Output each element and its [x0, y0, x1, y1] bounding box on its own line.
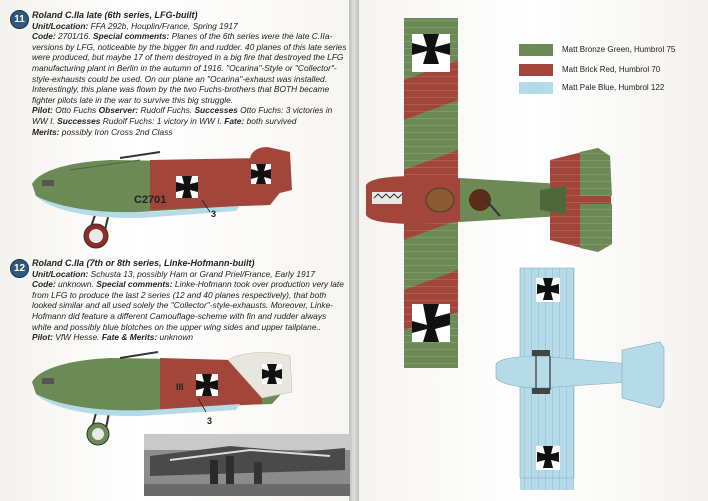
fate-merits-value: unknown — [157, 332, 194, 343]
special-comments-line: from LFG to produce the last 2 series (12 and 40 planes respectively), that both — [32, 289, 327, 300]
special-comments-line: versions by LFG, noticeable by the bigger fin and rudder. 40 planes of this late series — [32, 41, 347, 52]
code-value: unknown. — [55, 279, 97, 290]
code-label: Code: — [32, 31, 56, 42]
profile-11-side-view — [32, 147, 292, 248]
successes-value: Rudolf Fuchs: 1 victory in WW I. — [100, 115, 225, 126]
code-value: 2701/16. — [55, 31, 93, 42]
fate-label: Fate: — [224, 115, 245, 126]
profile-12-callout: 3 — [207, 416, 213, 426]
special-comments-line: white and possibly blue blotches on the upper wing sides and upper tailplane.. — [32, 321, 322, 332]
profile-11-title: Roland C.IIa late (6th series, LFG-built) — [32, 10, 198, 20]
fate-value: both survived — [244, 115, 297, 126]
legend-item — [519, 82, 699, 96]
unit-label: Unit/Location: — [32, 20, 89, 31]
special-comments-line: fighter pilots late in the war to survive this big struggle. — [32, 94, 234, 105]
legend-item — [519, 44, 699, 58]
unit-label: Unit/Location: — [32, 268, 89, 279]
special-comments-line: were produced, but maybe 17 of them destroyed in a big fire that destroyed the LFG — [32, 52, 344, 63]
merits-label: Merits: — [32, 126, 60, 137]
observer-value: Rudolf Fuchs. — [138, 105, 195, 116]
pilot-value: Otto Fuchs — [52, 105, 99, 116]
special-comments-line: Hofmann did feature a different Camouflage-scheme with fin and rudder always — [32, 310, 327, 321]
profile-12-side-view — [32, 352, 292, 445]
special-comments-line: style-exhausts could be used. On our plane an "Ocarina"-exhaust was installed. — [32, 73, 328, 84]
legend-label: Matt Brick Red, Humbrol 70 — [562, 65, 661, 74]
successes-value: Otto Fuchs: 3 victories in — [237, 105, 333, 116]
profile-12-fuselage-code: III — [176, 382, 184, 392]
merits-value: possibly Iron Cross 2nd Class — [59, 126, 173, 137]
profile-11-callout: 3 — [211, 209, 217, 219]
pilot-value: VfW Hesse. — [52, 332, 102, 343]
successes-continued: WW I. — [32, 115, 58, 126]
special-comments-line: looked similar and all used solely the "Collector"-style-exhausts. Moreover, Linke- — [32, 300, 334, 311]
profile-12-title: Roland C.IIa (7th or 8th series, Linke-Hofmann-built) — [32, 258, 255, 268]
legend-swatch — [519, 64, 553, 76]
unit-value: Schusta 13, possibly Ham or Grand Priel/France, Early 1917 — [88, 268, 315, 279]
fate-merits-label: Fate & Merits: — [101, 332, 158, 343]
special-comments-line: Planes of the 6th series were the late C.IIa- — [169, 31, 333, 42]
profile-12-number-badge: 12 — [10, 259, 29, 278]
special-comments-line: Interestingly, this plane was flown by the two Fuchs-brothers that BOTH became — [32, 84, 330, 95]
profile-12-description — [32, 258, 348, 343]
profile-11-number-badge: 11 — [10, 10, 29, 29]
code-label: Code: — [32, 279, 56, 290]
pilot-label: Pilot: — [32, 105, 53, 116]
successes-label: Successes — [194, 105, 238, 116]
special-comments-line: manufacturing plant in Berlin in the autumn of 1916. "Ocarina"-Style or "Collector"- — [32, 62, 337, 73]
machine-gun-icon — [120, 152, 160, 158]
profile-11-description — [32, 10, 348, 137]
bottom-view — [496, 268, 664, 490]
machine-gun-icon — [120, 352, 158, 358]
archive-photo — [144, 434, 350, 496]
legend-label: Matt Bronze Green, Humbrol 75 — [562, 45, 676, 54]
profile-11-fuselage-code: C2701 — [134, 194, 167, 206]
special-comments-label: Special comments: — [96, 279, 173, 290]
legend-swatch — [519, 82, 553, 94]
legend-label: Matt Pale Blue, Humbrol 122 — [562, 83, 665, 92]
observer-label: Observer: — [98, 105, 139, 116]
special-comments-label: Special comments: — [93, 31, 170, 42]
special-comments-line: Linke-Hofmann took over production very late — [172, 279, 344, 290]
successes-label: Successes — [57, 115, 101, 126]
legend-swatch — [519, 44, 553, 56]
unit-value: FFA 292b, Houplin/France, Spring 1917 — [88, 20, 238, 31]
pilot-label: Pilot: — [32, 332, 53, 343]
legend-item — [519, 64, 699, 78]
